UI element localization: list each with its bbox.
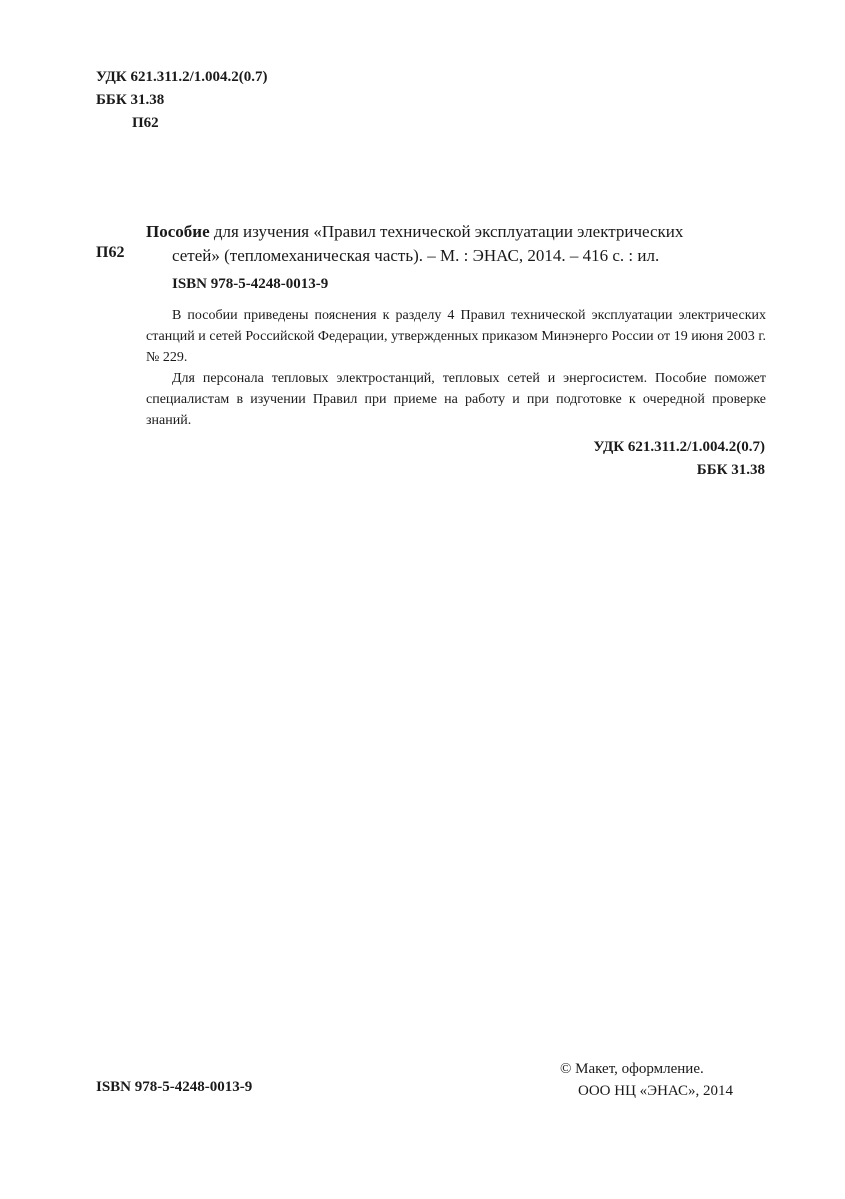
bibliographic-record (146, 220, 766, 268)
biblio-title-bold: Пособие (146, 222, 210, 241)
annotation (146, 305, 766, 431)
bbk-code: ББК 31.38 (696, 462, 765, 478)
copyright-line-2: ООО НЦ «ЭНАС», 2014 (578, 1083, 733, 1099)
top-author-mark: П62 (132, 115, 159, 131)
classification-codes (593, 436, 765, 482)
biblio-continuation: сетей» (тепломеханическая часть). – М. : ЭНАС, 2014. – 416 с. : ил. (172, 246, 660, 265)
biblio-author-mark: П62 (96, 244, 125, 261)
biblio-title-rest: для изучения «Правил технической эксплуатации электрических (209, 222, 684, 241)
top-classification-codes (96, 66, 268, 135)
udk-code: УДК 621.311.2/1.004.2(0.7) (593, 439, 765, 455)
top-udk-code: УДК 621.311.2/1.004.2(0.7) (96, 69, 268, 85)
copyright-line-1: © Макет, оформление. (560, 1061, 704, 1077)
biblio-isbn: ISBN 978-5-4248-0013-9 (172, 276, 329, 292)
footer-isbn: ISBN 978-5-4248-0013-9 (96, 1079, 253, 1095)
annotation-paragraph-1: В пособии приведены пояснения к разделу 4 Правил технической эксплуатации электрических станций и сетей Российской Федерации, утвержденных приказом Минэнерго России от 19 июня 2003 г. № 229. (146, 308, 766, 365)
annotation-paragraph-2: Для персонала тепловых электростанций, тепловых сетей и энергосистем. Пособие поможет специалистам в изучении Правил при приеме на работу и при подготовке к очередной проверке знаний. (146, 371, 766, 428)
copyright-notice (560, 1058, 733, 1102)
top-bbk-code: ББК 31.38 (96, 92, 165, 108)
